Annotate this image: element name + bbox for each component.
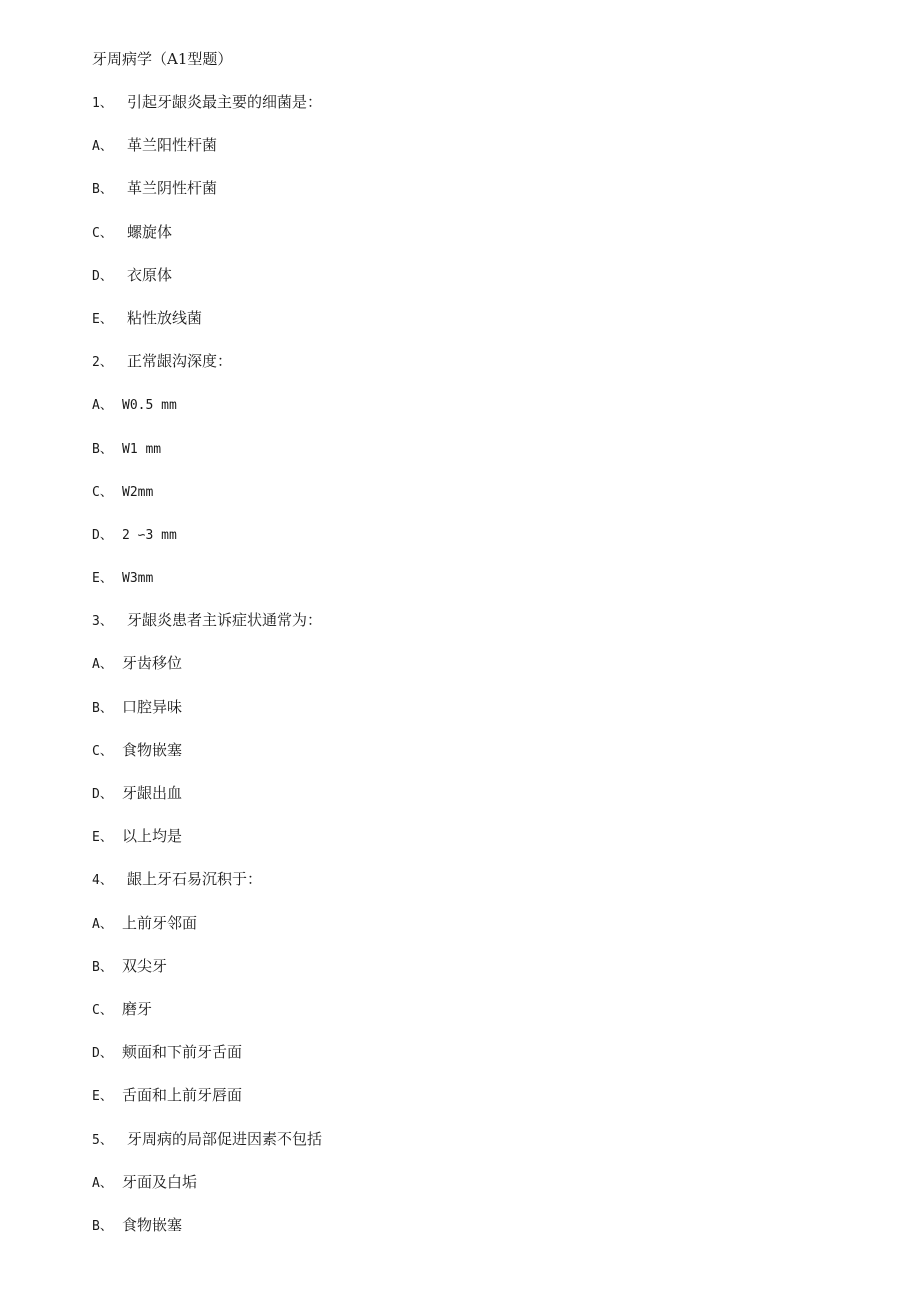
option-letter: E、	[92, 830, 113, 846]
question-text: 正常龈沟深度：	[127, 352, 233, 371]
option-line	[92, 394, 852, 437]
question-list	[92, 92, 852, 1258]
option-line	[92, 265, 852, 308]
option-text: 牙齿移位	[122, 654, 183, 673]
option-text: 以上均是	[122, 827, 183, 846]
option-line	[92, 1085, 852, 1128]
question-text: 牙周病的局部促进因素不包括	[127, 1129, 323, 1148]
question-line	[92, 1129, 852, 1172]
option-letter: A、	[92, 1175, 113, 1191]
option-letter: D、	[92, 268, 113, 284]
option-text: 粘性放线菌	[127, 308, 203, 327]
option-text: W3mm	[122, 571, 154, 587]
option-text: W0.5 mm	[122, 398, 177, 414]
option-text: 双尖牙	[122, 956, 168, 975]
option-line	[92, 135, 852, 178]
question-line	[92, 92, 852, 135]
option-letter: A、	[92, 657, 113, 673]
option-line	[92, 481, 852, 524]
option-letter: B、	[92, 1218, 113, 1234]
option-text: W1 mm	[122, 441, 162, 457]
option-text: 螺旋体	[127, 222, 173, 241]
option-text: 革兰阴性杆菌	[127, 179, 218, 198]
question-line	[92, 351, 852, 394]
option-letter: E、	[92, 311, 113, 327]
question-number: 5、	[92, 1132, 113, 1148]
option-text: 革兰阳性杆菌	[127, 136, 218, 155]
option-line	[92, 826, 852, 869]
option-text: 牙龈出血	[122, 784, 183, 802]
option-text: 食物嵌塞	[122, 1215, 183, 1234]
option-line	[92, 653, 852, 696]
option-line	[92, 1042, 852, 1085]
question-text: 牙龈炎患者主诉症状通常为：	[127, 611, 323, 630]
option-text: 舌面和上前牙唇面	[122, 1086, 243, 1105]
option-letter: E、	[92, 1089, 113, 1105]
option-letter: B、	[92, 959, 113, 975]
option-line	[92, 1172, 852, 1215]
option-text: 食物嵌塞	[122, 740, 183, 759]
option-line	[92, 178, 852, 221]
option-letter: B、	[92, 182, 113, 198]
option-line	[92, 308, 852, 351]
option-line	[92, 222, 852, 265]
question-line	[92, 610, 852, 653]
option-text: 磨牙	[122, 999, 153, 1018]
question-number: 1、	[92, 96, 113, 111]
question-text: 龈上牙石易沉积于：	[127, 870, 263, 889]
option-text: 衣原体	[127, 265, 173, 284]
option-letter: E、	[92, 571, 113, 587]
option-letter: B、	[92, 700, 113, 716]
question-number: 2、	[92, 355, 113, 371]
option-letter: C、	[92, 1002, 113, 1018]
option-line	[92, 740, 852, 783]
option-letter: C、	[92, 225, 113, 241]
option-line	[92, 697, 852, 740]
question-line	[92, 869, 852, 912]
option-letter: D、	[92, 527, 113, 543]
page-title: 牙周病学（A1型题）	[92, 50, 233, 68]
question-number: 4、	[92, 873, 113, 889]
question-number: 3、	[92, 614, 113, 630]
option-letter: A、	[92, 916, 113, 932]
option-line	[92, 913, 852, 956]
option-text: 2 ∽3 mm	[122, 527, 177, 543]
option-line	[92, 438, 852, 481]
option-letter: A、	[92, 139, 113, 155]
option-text: 颊面和下前牙舌面	[122, 1043, 243, 1062]
option-letter: D、	[92, 1046, 113, 1062]
option-line	[92, 524, 852, 567]
option-line	[92, 567, 852, 610]
option-letter: C、	[92, 484, 113, 500]
option-text: W2mm	[122, 484, 154, 500]
option-line	[92, 956, 852, 999]
option-line	[92, 783, 852, 826]
option-text: 口腔异味	[122, 697, 183, 716]
option-letter: A、	[92, 398, 113, 414]
option-line	[92, 999, 852, 1042]
option-text: 上前牙邻面	[122, 913, 198, 932]
option-letter: C、	[92, 743, 113, 759]
option-letter: D、	[92, 787, 113, 802]
question-text: 引起牙龈炎最主要的细菌是：	[127, 93, 323, 111]
option-text: 牙面及白垢	[122, 1172, 198, 1191]
option-letter: B、	[92, 441, 113, 457]
option-line	[92, 1215, 852, 1258]
